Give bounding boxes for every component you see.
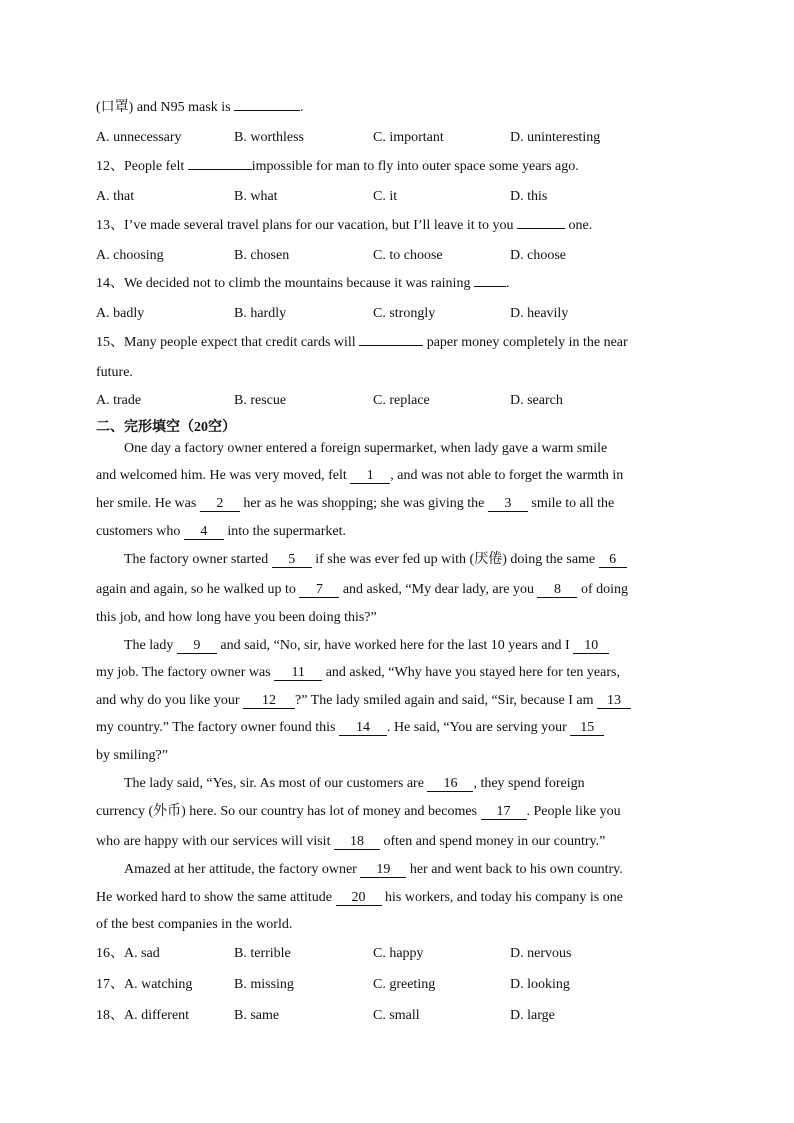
blank-9: 9 [177,639,217,654]
passage-line [96,637,696,655]
question-text-end: . [505,276,510,291]
option-c: C. happy [373,946,424,961]
option-d: D. nervous [510,946,572,961]
blank-4: 4 [184,525,224,540]
answer-blank [188,169,252,170]
option-d: D. large [510,1008,555,1023]
option-b: B. same [234,1008,280,1023]
option-a: A. badly [96,306,145,321]
question-text: 15、Many people expect that credit cards will [96,335,360,350]
question-text-end: . [300,100,304,115]
passage-text: and asked, “My dear lady, are you [339,582,538,597]
passage-text: and said, “No, sir, have worked here for the last 10 years and I [216,638,574,653]
passage-line [96,861,696,879]
option-d: D. choose [510,248,566,263]
section-count: （20空） [180,420,236,435]
passage-line [96,833,696,851]
question-text: 14、We decided not to climb the mountains because it was raining [96,276,474,291]
blank-2: 2 [200,497,240,512]
passage-text: into the supermarket. [223,524,346,539]
passage-text: He worked hard to show the same attitude [96,890,336,905]
passage-text: her as he was shopping; she was giving the [239,496,488,511]
answer-blank [474,286,506,287]
option-c: C. greeting [373,977,436,992]
section-title: 二、完形填空 [96,419,180,435]
passage-text: my country.” The factory owner found this [96,720,339,735]
question-15-continued: future. [96,365,133,380]
passage-line: this job, and how long have you been doing this?” [96,610,377,625]
blank-20: 20 [336,891,382,906]
question-text: (口罩) and N95 mask is [96,100,235,115]
passage-text: The lady [124,638,177,653]
passage-text: The lady said, “Yes, sir. As most of our customers are [124,776,428,791]
passage-text: currency (外币) here. So our country has lot of money and becomes [96,804,481,819]
blank-1: 1 [350,469,390,484]
passage-text: customers who [96,524,184,539]
option-b: B. chosen [234,248,290,263]
answer-blank [359,345,423,346]
passage-line [96,664,696,682]
passage-text: and asked, “Why have you stayed here for ten years, [322,665,620,680]
question-11-tail [96,99,696,117]
option-c: C. it [373,189,398,204]
passage-line [96,692,696,710]
blank-13: 13 [597,694,631,709]
passage-text: , and was not able to forget the warmth in [390,468,624,483]
passage-text: his workers, and today his company is one [381,890,623,905]
option-c: C. strongly [373,306,436,321]
option-b: B. what [234,189,278,204]
option-a: A. trade [96,393,142,408]
option-a: A. unnecessary [96,130,182,145]
option-a: A. choosing [96,248,164,263]
option-a: 18、A. different [96,1008,190,1023]
section-heading [96,418,696,437]
passage-text: . He said, “You are serving your [387,720,571,735]
blank-17: 17 [481,805,527,820]
question-text-end: impossible for man to fly into outer space some years ago. [251,159,579,174]
option-d: D. uninteresting [510,130,601,145]
question-14 [96,275,696,293]
option-b: B. terrible [234,946,291,961]
passage-line [96,495,696,513]
passage-text: and welcomed him. He was very moved, felt [96,468,351,483]
passage-text: again and again, so he walked up to [96,582,300,597]
blank-16: 16 [427,777,473,792]
option-a: A. that [96,189,135,204]
passage-text: and why do you like your [96,693,243,708]
option-b: B. hardly [234,306,287,321]
passage-line: of the best companies in the world. [96,917,293,932]
blank-14: 14 [339,721,387,736]
passage-line: by smiling?” [96,748,168,763]
question-15 [96,334,696,352]
question-text-end: paper money completely in the near [423,335,628,350]
option-d: D. heavily [510,306,569,321]
option-b: B. missing [234,977,294,992]
option-a: 17、A. watching [96,977,193,992]
option-d: D. looking [510,977,570,992]
passage-text: ?” The lady smiled again and said, “Sir, because I am [294,693,598,708]
passage-text: smile to all the [527,496,615,511]
passage-text: often and spend money in our country.” [379,834,606,849]
passage-line [96,719,696,737]
blank-18: 18 [334,835,380,850]
option-d: D. search [510,393,563,408]
blank-19: 19 [360,863,406,878]
passage-text: her smile. He was [96,496,200,511]
option-a: 16、A. sad [96,946,160,961]
answer-blank [517,228,565,229]
option-c: C. small [373,1008,420,1023]
passage-text: her and went back to his own country. [406,862,623,877]
passage-line [96,523,696,541]
blank-8: 8 [537,583,577,598]
passage-line [96,467,696,485]
passage-text: . People like you [526,804,621,819]
passage-line [96,775,696,793]
passage-text: The factory owner started [124,552,272,567]
passage-text: , they spend foreign [473,776,585,791]
question-text: 12、People felt [96,159,188,174]
question-text: 13、I’ve made several travel plans for our vacation, but I’ll leave it to you [96,218,518,233]
passage-text: my job. The factory owner was [96,665,275,680]
passage-line [96,803,696,821]
passage-text: of doing [577,582,629,597]
question-text-end: one. [565,218,593,233]
option-c: C. important [373,130,444,145]
blank-11: 11 [274,666,322,681]
passage-line [96,889,696,907]
blank-10: 10 [573,639,609,654]
passage-line [96,551,696,569]
answer-blank [234,110,300,111]
passage-text: who are happy with our services will visit [96,834,334,849]
blank-12: 12 [243,694,295,709]
option-d: D. this [510,189,548,204]
option-b: B. rescue [234,393,287,408]
blank-5: 5 [272,553,312,568]
passage-text: Amazed at her attitude, the factory owner [124,862,361,877]
question-13 [96,217,696,235]
blank-7: 7 [299,583,339,598]
passage-line [96,581,696,599]
question-12 [96,158,696,176]
option-b: B. worthless [234,130,304,145]
blank-15: 15 [570,721,604,736]
blank-3: 3 [488,497,528,512]
option-c: C. replace [373,393,430,408]
passage-text: if she was ever fed up with (厌倦) doing the same [311,552,599,567]
passage-line: One day a factory owner entered a foreign supermarket, when lady gave a warm smile [124,441,608,456]
option-c: C. to choose [373,248,443,263]
blank-6: 6 [599,553,627,568]
